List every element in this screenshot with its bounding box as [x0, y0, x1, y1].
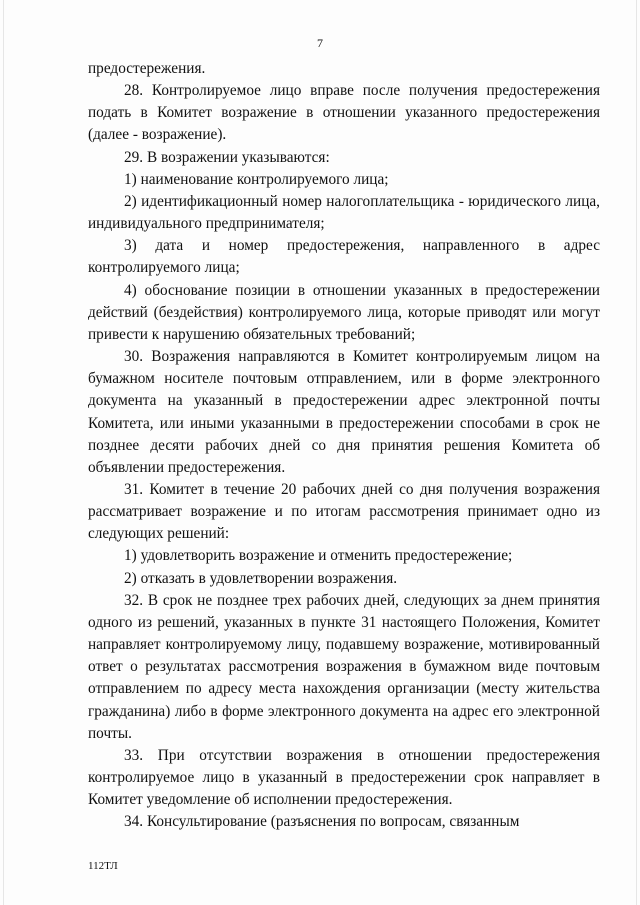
paragraph-30: 30. Возражения направляются в Комитет контролируемым лицом на бумажном носителе почтовым отправлением, или в форме электронного документа на указанный в предостережении адрес электронной почты Комитета, или иными указанными в предостережении способами в срок не позднее десяти рабочих дней со дня принятия решения Комитета об объявлении предостережения. [88, 348, 600, 476]
paragraph-28: 28. Контролируемое лицо вправе после получения предостережения подать в Комитет возражение в отношении указанного предостережения (далее - возражение). [88, 82, 600, 144]
paragraph-29-item-2: 2) идентификационный номер налогоплательщика - юридического лица, индивидуального предпринимателя; [88, 192, 600, 233]
page-edge-right [636, 0, 637, 905]
paragraph-33: 33. При отсутствии возражения в отношении предостережения контролируемое лицо в указанный в предостережении срок направляет в Комитет уведомление об исполнении предостережения. [88, 746, 600, 809]
paragraph-34: 34. Консультирование (разъяснения по вопросам, связанным [124, 813, 520, 831]
paragraph-31-item-1: 1) удовлетворить возражение и отменить предостережение; [124, 547, 513, 565]
document-code: 112ТЛ [88, 860, 118, 872]
paragraph-31-item-2: 2) отказать в удовлетворении возражения. [124, 569, 398, 587]
paragraph-29: 29. В возражении указываются: [124, 148, 330, 166]
paragraph-29-item-4: 4) обоснование позиции в отношении указанных в предостережении действий (бездействия) контролируемого лица, которые приводят или могут привести к нарушению обязательных требований; [88, 281, 600, 343]
paragraph-continuation: предостережения. [88, 60, 206, 77]
paragraph-31: 31. Комитет в течение 20 рабочих дней со дня получения возражения рассматривает возражение и по итогам рассмотрения принимает одно из следующих решений: [88, 480, 600, 543]
page-edge-left [3, 0, 4, 905]
document-body [88, 58, 600, 833]
page-number: 7 [317, 36, 323, 50]
paragraph-32: 32. В срок не позднее трех рабочих дней, следующих за днем принятия одного из решений, указанных в пункте 31 настоящего Положения, Комитет направляет контролируемому лицу, подавшему возражение, мотивированный ответ о результатах рассмотрения возражения в бумажном виде почтовым отправлением по адресу места нахождения организации (месту жительства гражданина) либо в форме электронного документа на адрес его электронной почты. [88, 591, 600, 742]
paragraph-29-item-3: 3) дата и номер предостережения, направленного в адрес контролируемого лица; [88, 237, 600, 277]
paragraph-29-item-1: 1) наименование контролируемого лица; [124, 170, 389, 188]
